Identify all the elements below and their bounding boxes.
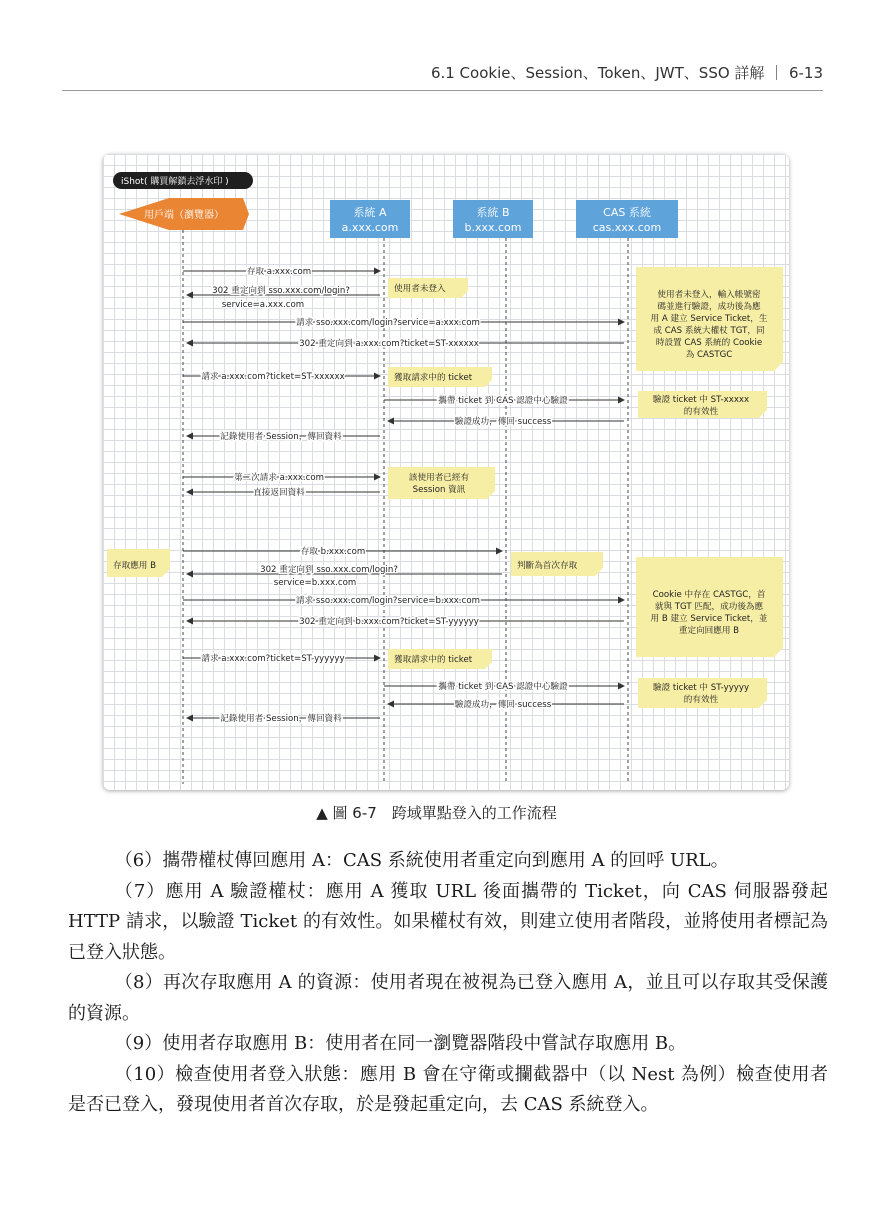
note-9-text: 獲取請求中的 ticket [394, 655, 473, 665]
label-m13: 請求 sso.xxx.com/login?service=b.xxx.com [296, 596, 480, 606]
paragraph-7: （7）應用 A 驗證權杖：應用 A 獲取 URL 後面攜帶的 Ticket，向 CAS 伺服器發起 HTTP 請求，以驗證 Ticket 的有效性。如果權杖有效，則建立使用者階段，並將使用者標記為已登入狀態。 [68, 880, 828, 963]
system-b-host: b.xxx.com [464, 221, 522, 234]
running-header [62, 58, 823, 91]
note-10-line-1: 驗證 ticket 中 ST-yyyyy [652, 683, 750, 693]
figure-caption: ▲ 圖 6-7 跨域單點登入的工作流程 [316, 804, 557, 822]
actor-system-a [330, 200, 410, 238]
note-4-line-2: 的有效性 [683, 407, 719, 417]
actor-user-label: 用戶端（瀏覽器） [144, 210, 224, 221]
note-first-access [511, 552, 603, 576]
note-2-line-2: 碼並進行驗證，成功後為應 [657, 302, 761, 312]
note-get-ticket-b [388, 649, 492, 669]
note-4-line-1: 驗證 ticket 中 ST-xxxxx [652, 395, 750, 405]
note-2-line-6: 為 CASTGC [685, 350, 733, 360]
label-m1: 存取 a.xxx.com [246, 267, 312, 277]
note-2-line-4: 成 CAS 系統大權杖 TGT，同 [653, 326, 765, 336]
note-3-text: 獲取請求中的 ticket [394, 373, 473, 383]
label-m6: 攜帶 ticket 到 CAS 認證中心驗證 [438, 396, 568, 406]
label-m4: 302 重定向到 a.xxx.com?ticket=ST-xxxxxx [299, 339, 479, 349]
note-2-line-1: 使用者未登入，輸入帳號密 [657, 290, 761, 300]
note-2-line-5: 時設置 CAS 系統的 Cookie [655, 338, 763, 348]
actor-user [119, 198, 249, 230]
paragraph-6: （6）攜帶權杖傳回應用 A：CAS 系統使用者重定向到應用 A 的回呼 URL。 [114, 850, 729, 871]
label-m7: 驗證成功，傳回 success [454, 417, 552, 427]
label-m5: 請求 a.xxx.com?ticket=ST-xxxxxx [201, 372, 345, 382]
system-b-name: 系統 B [476, 206, 510, 219]
note-8-line-2: 就與 TGT 匹配，成功後為應 [654, 602, 764, 612]
watermark-text: iShot( 購買解鎖去浮水印 ) [121, 177, 229, 187]
note-5-line-2: Session 資訊 [412, 485, 466, 495]
paragraph-8: （8）再次存取應用 A 的資源：使用者現在被視為已登入應用 A，並且可以存取其受保護的資源。 [68, 972, 828, 1024]
header-text: 6.1 Cookie、Session、Token、JWT、SSO 詳解 ｜ 6-13 [430, 64, 823, 82]
note-user-not-logged-in [388, 278, 468, 298]
note-8-line-4: 重定向回應用 B [678, 626, 740, 636]
paragraph-9: （9）使用者存取應用 B：使用者在同一瀏覽器階段中嘗試存取應用 B。 [114, 1033, 687, 1054]
label-m3: 請求 sso.xxx.com/login?service=a.xxx.com [296, 318, 480, 328]
lifelines [183, 230, 628, 784]
cas-name: CAS 系統 [603, 206, 651, 219]
label-m2a: 302 重定向到 sso.xxx.com/login? [212, 286, 350, 296]
note-1-text: 使用者未登入 [394, 284, 446, 294]
label-m11: 存取 b.xxx.com [300, 547, 366, 557]
note-cas-cookie [636, 557, 783, 657]
message-labels [201, 265, 568, 724]
body-text [68, 846, 828, 1121]
note-2-line-3: 用 A 建立 Service Ticket，生 [650, 314, 768, 324]
label-m14: 302 重定向到 b.xxx.com?ticket=ST-yyyyyy [299, 617, 479, 627]
system-a-host: a.xxx.com [341, 221, 399, 234]
paragraph-10: （10）檢查使用者登入狀態：應用 B 會在守衛或攔截器中（以 Nest 為例）檢查使用者是否已登入，發現使用者首次存取，於是發起重定向，去 CAS 系統登入。 [68, 1063, 828, 1115]
label-m18: 記錄使用者 Session，傳回資料 [220, 714, 342, 724]
actor-system-b [453, 200, 533, 238]
label-m12a: 302 重定向到 sso.xxx.com/login? [260, 565, 398, 575]
note-8-line-1: Cookie 中存在 CASTGC，首 [652, 590, 766, 600]
note-validate-ticket-b [638, 678, 767, 708]
note-5-line-1: 該使用者已經有 [408, 473, 470, 483]
system-a-name: 系統 A [353, 206, 387, 219]
sequence-diagram [103, 154, 789, 790]
label-m16: 攜帶 ticket 到 CAS 認證中心驗證 [438, 682, 568, 692]
diagram-canvas [103, 154, 789, 790]
note-has-session [388, 467, 495, 499]
label-m8: 記錄使用者 Session，傳回資料 [220, 432, 342, 442]
sticky-notes [107, 267, 783, 708]
label-m12b: service=b.xxx.com [273, 578, 357, 588]
note-7-text: 判斷為首次存取 [517, 561, 578, 571]
label-m10: 直接返回資料 [253, 488, 305, 498]
note-10-line-2: 的有效性 [683, 695, 719, 705]
note-access-app-b [107, 549, 170, 577]
note-cas-login [636, 267, 783, 371]
note-6-text: 存取應用 B [113, 561, 157, 571]
label-m15: 請求 a.xxx.com?ticket=ST-yyyyyy [201, 654, 345, 664]
note-8-line-3: 用 B 建立 Service Ticket，並 [650, 614, 768, 624]
actor-cas [576, 200, 678, 238]
label-m17: 驗證成功，傳回 success [454, 700, 552, 710]
note-validate-ticket-a [638, 391, 767, 418]
watermark-badge [113, 172, 253, 189]
note-get-ticket-a [388, 367, 492, 387]
label-m9: 第二次請求 a.xxx.com [233, 473, 325, 483]
label-m2b: service=a.xxx.com [221, 300, 305, 310]
cas-host: cas.xxx.com [592, 221, 662, 234]
